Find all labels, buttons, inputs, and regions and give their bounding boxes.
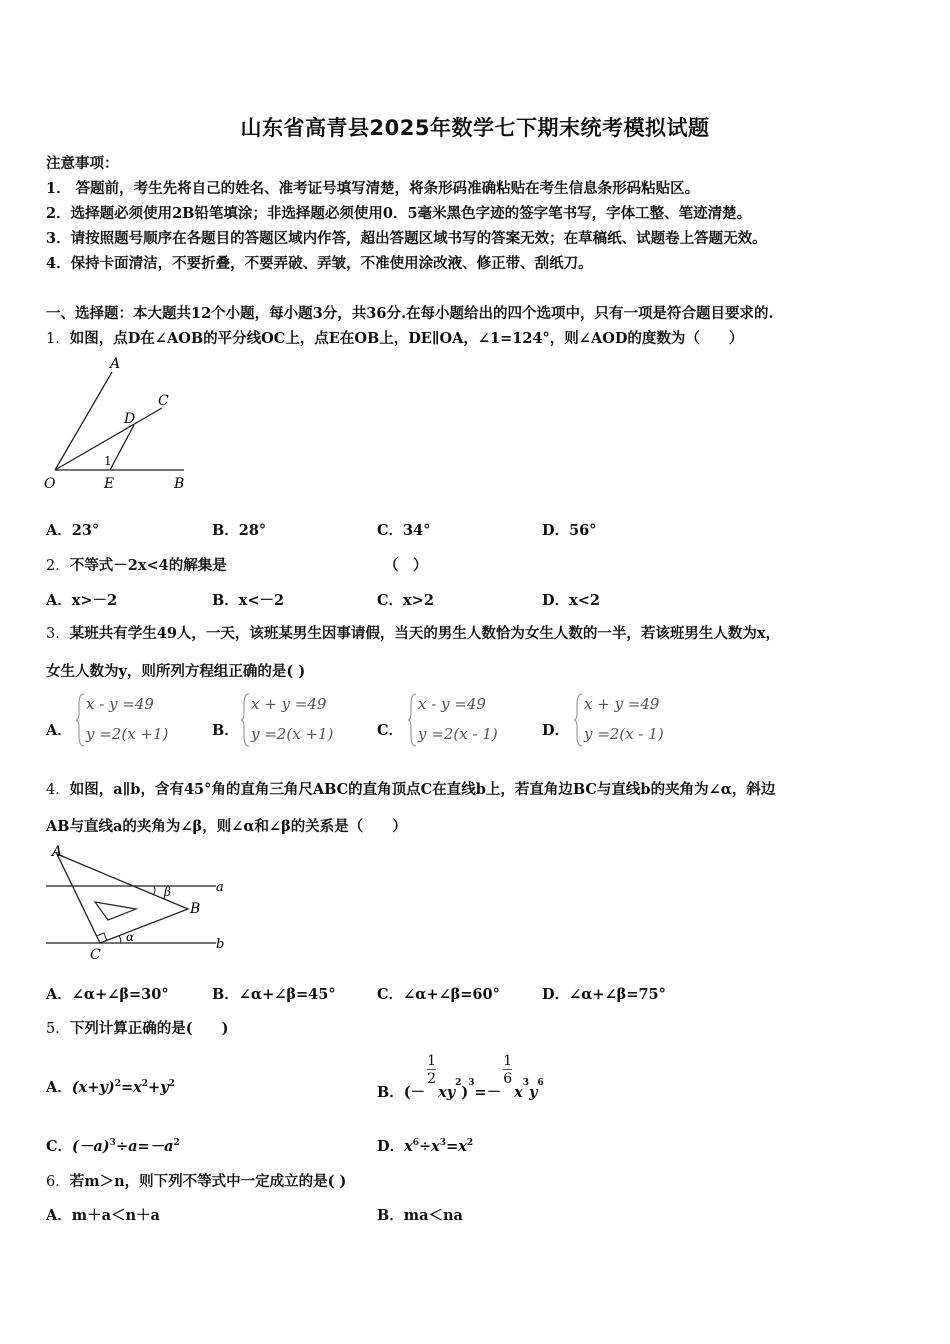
exponent: 6	[412, 1138, 419, 1149]
note-item: 1． 答题前，考生先将自己的姓名、准考证号填写清楚，将条形码准确粘贴在考生信息条形码粘贴区。	[46, 180, 700, 197]
option-b[interactable]: B．28°	[212, 522, 267, 539]
option-a[interactable]	[46, 1076, 175, 1097]
eq-line-2: y =2(x - 1)	[418, 725, 498, 743]
exponent: 2	[173, 1138, 180, 1149]
label-B: B	[174, 476, 185, 492]
question-6	[46, 1170, 346, 1191]
expr: (x+y)	[71, 1079, 115, 1096]
option-d[interactable]: D．x<2	[542, 592, 600, 609]
option-d-label[interactable]: D．	[542, 722, 570, 739]
label-D: D	[124, 411, 136, 427]
figure-q1	[40, 352, 200, 497]
exponent: 3	[439, 1138, 447, 1149]
question-number: 3．	[46, 626, 70, 642]
question-5	[46, 1017, 228, 1038]
expr: +y	[148, 1079, 169, 1096]
exponent: 2	[168, 1079, 175, 1090]
exponent: 2	[455, 1078, 462, 1089]
eq-line-2: y =2(x - 1)	[584, 725, 664, 743]
option-label: D．	[377, 1138, 405, 1155]
option-c[interactable]: C．∠α+∠β=60°	[377, 986, 500, 1003]
label-C: C	[90, 947, 101, 963]
question-text: 不等式－2x<4的解集是	[69, 557, 227, 574]
equation-system-d	[574, 690, 694, 750]
label-beta: β	[164, 885, 171, 899]
option-c-label[interactable]: C．	[377, 722, 404, 739]
option-d[interactable]: D．∠α+∠β=75°	[542, 986, 666, 1003]
fraction	[503, 1054, 512, 1088]
eq-line-1: x - y =49	[418, 695, 486, 713]
numerator: 1	[503, 1053, 513, 1069]
option-a[interactable]: A．x>－2	[46, 592, 118, 609]
equation-system-c	[408, 690, 528, 750]
expr: (－a)	[72, 1138, 110, 1155]
question-4	[46, 778, 775, 799]
expr: )	[461, 1083, 469, 1101]
question-number: 6．	[46, 1174, 70, 1190]
label-A: A	[52, 844, 63, 860]
option-b[interactable]	[377, 1050, 544, 1101]
option-c[interactable]: C．x>2	[377, 592, 434, 609]
option-a[interactable]: A．23°	[46, 522, 100, 539]
expr: ÷a=－a	[115, 1138, 174, 1155]
exponent: 3	[109, 1138, 116, 1149]
expr: =x	[120, 1079, 142, 1096]
exponent: 3	[468, 1078, 475, 1089]
question-text: 下列计算正确的是( )	[69, 1020, 229, 1037]
question-1	[46, 327, 743, 348]
expr: y	[529, 1083, 538, 1101]
option-d[interactable]: D．56°	[542, 522, 597, 539]
equation-system-a	[76, 690, 196, 750]
option-c[interactable]	[46, 1135, 180, 1156]
exponent: 2	[141, 1079, 149, 1090]
option-label: C．	[46, 1138, 73, 1155]
question-text: 如图，a∥b，含有45°角的直角三角尺ABC的直角顶点C在直线b上，若直角边BC与直线b的夹角为∠α，斜边	[69, 781, 776, 798]
eq-line-1: x + y =49	[251, 695, 327, 713]
expr: xy	[438, 1083, 456, 1101]
section-heading: 一、选择题：本大题共12个小题，每小题3分，共36分.在每小题给出的四个选项中，只有一项是符合题目要求的.	[46, 305, 774, 322]
expr: =x	[446, 1138, 467, 1155]
label-b: b	[216, 937, 225, 952]
label-1: 1	[104, 454, 112, 468]
label-O: O	[44, 476, 56, 492]
expr: x	[514, 1083, 523, 1101]
expr: =－	[474, 1083, 502, 1101]
question-2	[46, 554, 227, 575]
notes-heading: 注意事项：	[46, 155, 119, 172]
option-c[interactable]: C．34°	[377, 522, 431, 539]
question-text: 某班共有学生49人，一天，该班某男生因事请假，当天的男生人数恰为女生人数的一半，若该班男生人数为x，	[69, 625, 781, 642]
eq-line-2: y =2(x +1)	[251, 725, 334, 743]
label-alpha: α	[126, 930, 135, 944]
option-a[interactable]: A．m＋a＜n＋a	[46, 1207, 160, 1224]
note-item: 3．请按照题号顺序在各题目的答题区域内作答，超出答题区域书写的答案无效；在草稿纸、试题卷上答题无效。	[46, 230, 767, 247]
label-C: C	[158, 393, 169, 409]
question-text: 如图，点D在∠AOB的平分线OC上，点E在OB上，DE∥OA，∠1=124°，则∠AOD的度数为（ ）	[69, 330, 744, 347]
question-text-cont: 女生人数为y，则所列方程组正确的是( )	[46, 663, 306, 680]
label-A: A	[110, 356, 121, 372]
question-number: 1．	[46, 331, 70, 347]
note-item: 4．保持卡面清洁，不要折叠，不要弄破、弄皱，不准使用涂改液、修正带、刮纸刀。	[46, 255, 593, 272]
eq-line-1: x + y =49	[584, 695, 660, 713]
eq-line-1: x - y =49	[86, 695, 154, 713]
option-d[interactable]	[377, 1135, 473, 1156]
option-a-label[interactable]: A．	[46, 722, 72, 739]
figure-q4	[40, 840, 240, 965]
exponent: 3	[522, 1078, 530, 1089]
answer-paren: （ ）	[384, 557, 428, 574]
label-a: a	[216, 880, 224, 895]
fraction	[427, 1054, 436, 1088]
label-E: E	[104, 476, 115, 492]
exponent: 2	[466, 1138, 474, 1149]
note-item: 2．选择题必须使用2B铅笔填涂；非选择题必须使用0．5毫米黑色字迹的签字笔书写，字体工整、笔迹清楚。	[46, 205, 752, 222]
exponent: 6	[537, 1078, 544, 1089]
question-number: 5．	[46, 1021, 70, 1037]
option-b-label[interactable]: B．	[212, 722, 239, 739]
label-B: B	[190, 901, 201, 917]
denominator: 2	[427, 1071, 437, 1088]
expr: x	[404, 1138, 413, 1155]
question-3	[46, 622, 780, 643]
option-label: B．	[377, 1083, 404, 1101]
exponent: 2	[114, 1079, 121, 1090]
numerator: 1	[427, 1053, 437, 1069]
option-a[interactable]: A．∠α+∠β=30°	[46, 986, 169, 1003]
question-text-cont: AB与直线a的夹角为∠β，则∠α和∠β的关系是（ ）	[46, 818, 407, 835]
eq-line-2: y =2(x +1)	[86, 725, 169, 743]
equation-system-b	[241, 690, 361, 750]
option-b[interactable]: B．x<－2	[212, 592, 285, 609]
expr: (－	[403, 1083, 426, 1101]
option-b[interactable]: B．ma＜na	[377, 1207, 463, 1224]
option-b[interactable]: B．∠α+∠β=45°	[212, 986, 336, 1003]
expr: ÷x	[419, 1138, 440, 1155]
page-title: 山东省高青县2025年数学七下期末统考模拟试题	[240, 116, 710, 140]
denominator: 6	[503, 1071, 513, 1088]
question-number: 2．	[46, 558, 70, 574]
question-number: 4．	[46, 782, 70, 798]
option-label: A．	[46, 1079, 72, 1096]
question-text: 若m＞n，则下列不等式中一定成立的是( )	[69, 1173, 347, 1190]
